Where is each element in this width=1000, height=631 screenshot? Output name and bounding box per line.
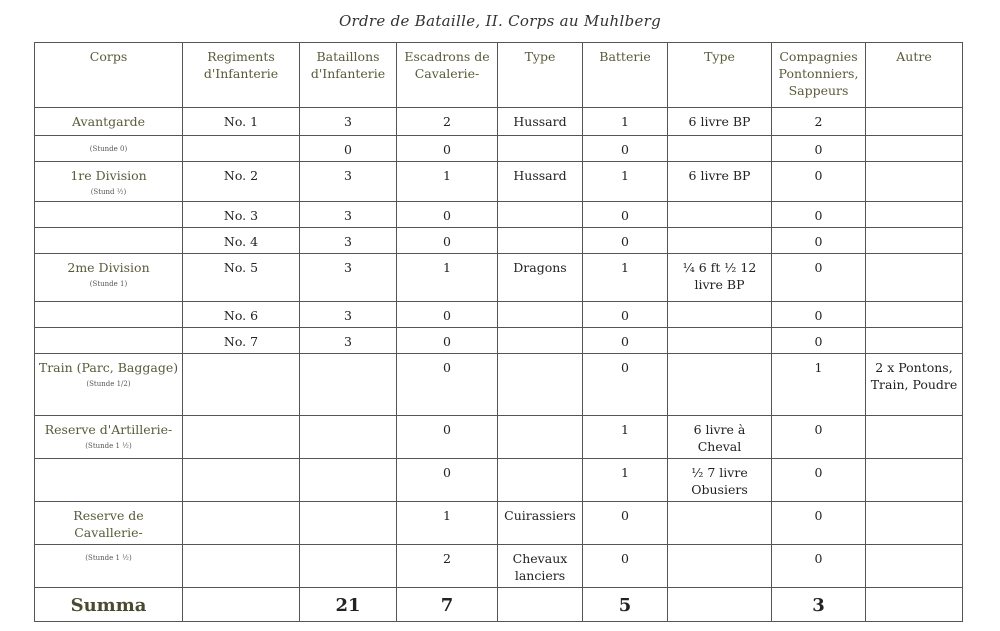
cell-batterie: 0 (583, 328, 668, 354)
header-bataillons: Bataillons d'Infanterie (300, 43, 397, 108)
cell-battery-type: 6 livre BP (668, 162, 772, 202)
cell-bataillons: 3 (300, 254, 397, 302)
cell-corps (35, 108, 183, 136)
corps-name: Reserve de Cavallerie- (73, 508, 144, 540)
cell-batterie: 0 (583, 202, 668, 228)
corps-timing: (Stunde 1) (89, 280, 128, 288)
table-row (35, 254, 963, 302)
corps-name: Avantgarde (72, 114, 145, 129)
cell-bataillons: 0 (300, 136, 397, 162)
cell-escadrons: 0 (397, 354, 498, 416)
cell-regiments: No. 3 (183, 202, 300, 228)
cell-autre (866, 545, 963, 588)
corps-timing: (Stund ½) (90, 188, 127, 196)
cell-battery-type: ½ 7 livre Obusiers (668, 459, 772, 502)
cell-regiments (183, 416, 300, 459)
cell-cavalry-type (498, 136, 583, 162)
cell-autre: 2 x Pontons, Train, Poudre (866, 354, 963, 416)
header-type-cavalry: Type (498, 43, 583, 108)
cell-cavalry-type: Hussard (498, 108, 583, 136)
cell-compagnies: 0 (772, 502, 866, 545)
cell-autre (866, 328, 963, 354)
cell-regiments: No. 6 (183, 302, 300, 328)
table-row (35, 302, 963, 328)
cell-batterie: 0 (583, 228, 668, 254)
cell-regiments: No. 1 (183, 108, 300, 136)
table-body (35, 108, 963, 588)
cell-cavalry-type (498, 228, 583, 254)
header-row (35, 43, 963, 108)
cell-compagnies: 0 (772, 254, 866, 302)
cell-corps (35, 459, 183, 502)
cell-batterie: 1 (583, 459, 668, 502)
cell-batterie: 1 (583, 416, 668, 459)
cell-compagnies: 0 (772, 328, 866, 354)
table-row (35, 545, 963, 588)
summa-regiments (183, 588, 300, 622)
cell-corps (35, 354, 183, 416)
cell-batterie: 0 (583, 136, 668, 162)
cell-escadrons: 2 (397, 108, 498, 136)
corps-timing: (Stunde 1 ½) (85, 554, 132, 562)
cell-bataillons (300, 545, 397, 588)
cell-battery-type: ¼ 6 ft ½ 12 livre BP (668, 254, 772, 302)
cell-escadrons: 1 (397, 254, 498, 302)
table-row (35, 459, 963, 502)
corps-timing: (Stunde 0) (89, 145, 128, 153)
cell-autre (866, 459, 963, 502)
cell-compagnies: 0 (772, 136, 866, 162)
cell-cavalry-type: Hussard (498, 162, 583, 202)
cell-corps (35, 136, 183, 162)
cell-cavalry-type (498, 459, 583, 502)
table-row (35, 108, 963, 136)
corps-name: 2me Division (67, 260, 150, 275)
cell-regiments: No. 2 (183, 162, 300, 202)
corps-name: Train (Parc, Baggage) (38, 360, 179, 375)
header-corps: Corps (35, 43, 183, 108)
cell-compagnies: 0 (772, 302, 866, 328)
table-row (35, 328, 963, 354)
cell-battery-type (668, 502, 772, 545)
cell-autre (866, 502, 963, 545)
cell-batterie: 0 (583, 354, 668, 416)
cell-autre (866, 108, 963, 136)
cell-escadrons: 1 (397, 502, 498, 545)
cell-bataillons: 3 (300, 108, 397, 136)
cell-bataillons (300, 354, 397, 416)
cell-regiments (183, 502, 300, 545)
order-of-battle-table (34, 42, 963, 622)
cell-batterie: 0 (583, 502, 668, 545)
cell-regiments (183, 545, 300, 588)
cell-bataillons: 3 (300, 302, 397, 328)
cell-cavalry-type (498, 202, 583, 228)
cell-cavalry-type (498, 354, 583, 416)
cell-escadrons: 0 (397, 328, 498, 354)
cell-batterie: 1 (583, 162, 668, 202)
table-row (35, 202, 963, 228)
header-compagnies: Compagnies Pontonniers, Sappeurs (772, 43, 866, 108)
cell-cavalry-type: Chevaux lanciers (498, 545, 583, 588)
cell-battery-type (668, 202, 772, 228)
header-type-battery: Type (668, 43, 772, 108)
cell-battery-type: 6 livre BP (668, 108, 772, 136)
cell-compagnies: 0 (772, 202, 866, 228)
cell-autre (866, 162, 963, 202)
summa-row (35, 588, 963, 622)
summa-label: Summa (35, 588, 183, 622)
cell-corps (35, 302, 183, 328)
cell-battery-type (668, 136, 772, 162)
cell-regiments (183, 136, 300, 162)
table-row (35, 228, 963, 254)
cell-corps (35, 545, 183, 588)
cell-compagnies: 0 (772, 545, 866, 588)
summa-batterie: 5 (583, 588, 668, 622)
corps-name: Reserve d'Artillerie- (44, 422, 173, 437)
cell-autre (866, 416, 963, 459)
cell-cavalry-type: Dragons (498, 254, 583, 302)
cell-cavalry-type (498, 302, 583, 328)
cell-bataillons: 3 (300, 328, 397, 354)
cell-batterie: 0 (583, 302, 668, 328)
header-regiments: Regiments d'Infanterie (183, 43, 300, 108)
cell-bataillons: 3 (300, 228, 397, 254)
cell-bataillons: 3 (300, 202, 397, 228)
document-title: Ordre de Bataille, II. Corps au Muhlberg (338, 12, 662, 30)
table-row (35, 162, 963, 202)
cell-bataillons (300, 416, 397, 459)
cell-corps (35, 228, 183, 254)
cell-compagnies: 1 (772, 354, 866, 416)
cell-compagnies: 0 (772, 459, 866, 502)
cell-autre (866, 202, 963, 228)
cell-regiments (183, 354, 300, 416)
cell-batterie: 1 (583, 108, 668, 136)
summa-escadrons: 7 (397, 588, 498, 622)
table-row (35, 354, 963, 416)
cell-battery-type (668, 228, 772, 254)
cell-corps (35, 416, 183, 459)
cell-compagnies: 0 (772, 416, 866, 459)
corps-timing: (Stunde 1/2) (86, 380, 131, 388)
header-batterie: Batterie (583, 43, 668, 108)
table-row (35, 136, 963, 162)
cell-battery-type (668, 545, 772, 588)
cell-escadrons: 2 (397, 545, 498, 588)
cell-escadrons: 0 (397, 416, 498, 459)
corps-timing: (Stunde 1 ½) (85, 442, 132, 450)
cell-autre (866, 136, 963, 162)
cell-autre (866, 302, 963, 328)
cell-autre (866, 228, 963, 254)
cell-regiments: No. 5 (183, 254, 300, 302)
cell-regiments: No. 7 (183, 328, 300, 354)
cell-bataillons (300, 502, 397, 545)
cell-battery-type (668, 328, 772, 354)
cell-cavalry-type (498, 416, 583, 459)
cell-escadrons: 0 (397, 202, 498, 228)
summa-bataillons: 21 (300, 588, 397, 622)
summa-compagnies: 3 (772, 588, 866, 622)
cell-corps (35, 202, 183, 228)
cell-escadrons: 0 (397, 136, 498, 162)
corps-name: 1re Division (70, 168, 147, 183)
cell-cavalry-type: Cuirassiers (498, 502, 583, 545)
header-escadrons: Escadrons de Cavalerie- (397, 43, 498, 108)
cell-compagnies: 0 (772, 228, 866, 254)
cell-batterie: 1 (583, 254, 668, 302)
cell-compagnies: 2 (772, 108, 866, 136)
cell-escadrons: 0 (397, 302, 498, 328)
header-autre: Autre (866, 43, 963, 108)
cell-battery-type: 6 livre à Cheval (668, 416, 772, 459)
table-row (35, 416, 963, 459)
cell-corps (35, 328, 183, 354)
cell-cavalry-type (498, 328, 583, 354)
cell-escadrons: 0 (397, 459, 498, 502)
cell-corps (35, 502, 183, 545)
cell-corps (35, 254, 183, 302)
cell-compagnies: 0 (772, 162, 866, 202)
cell-escadrons: 0 (397, 228, 498, 254)
summa-autre (866, 588, 963, 622)
cell-corps (35, 162, 183, 202)
cell-bataillons: 3 (300, 162, 397, 202)
table-row (35, 502, 963, 545)
cell-regiments: No. 4 (183, 228, 300, 254)
cell-regiments (183, 459, 300, 502)
cell-autre (866, 254, 963, 302)
cell-batterie: 0 (583, 545, 668, 588)
summa-battery-type (668, 588, 772, 622)
cell-battery-type (668, 354, 772, 416)
cell-bataillons (300, 459, 397, 502)
cell-battery-type (668, 302, 772, 328)
cell-escadrons: 1 (397, 162, 498, 202)
summa-type (498, 588, 583, 622)
